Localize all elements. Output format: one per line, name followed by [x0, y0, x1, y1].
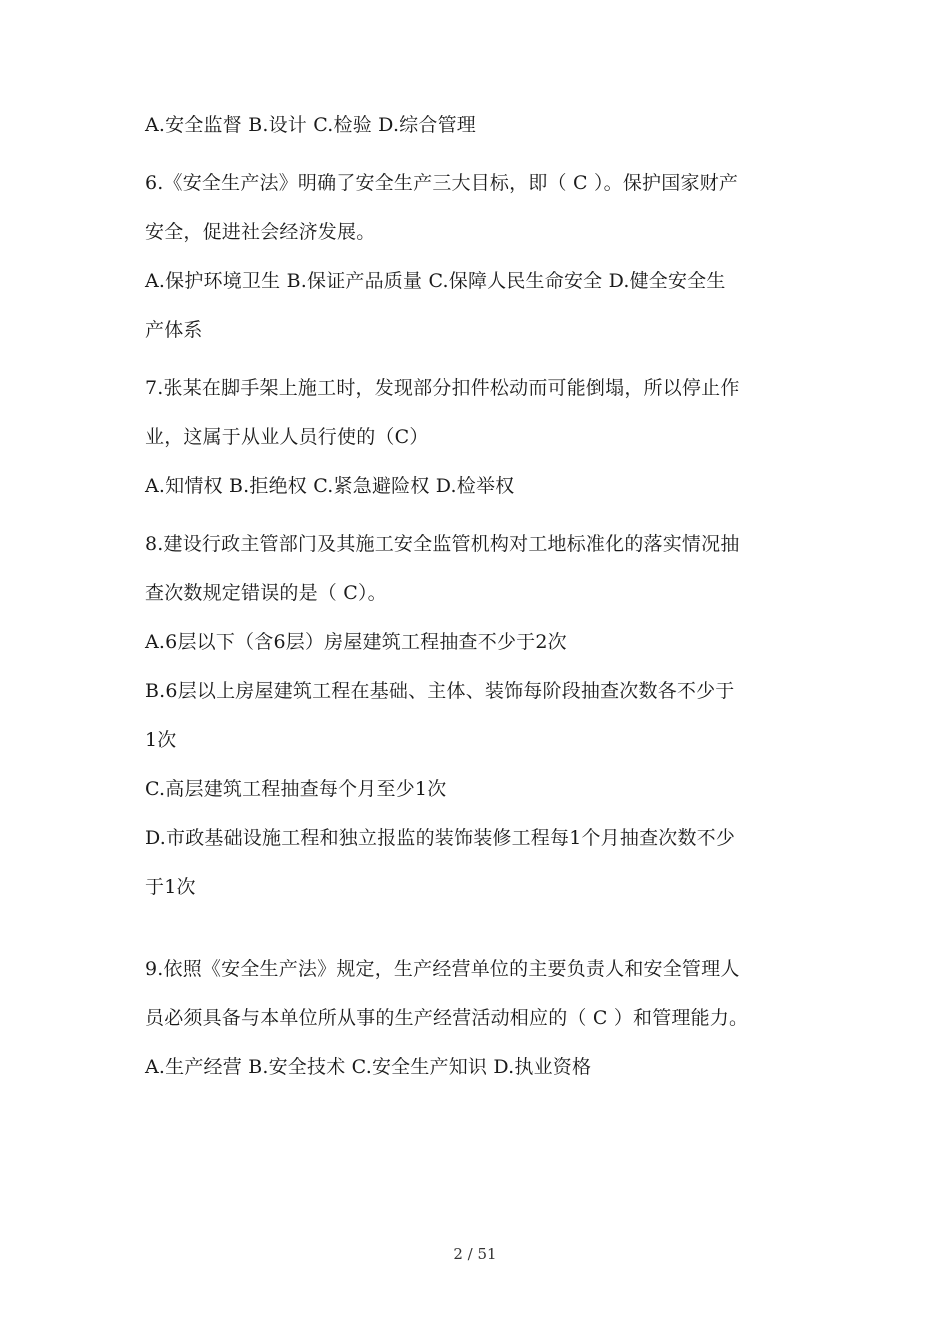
question-8 [145, 532, 815, 900]
answer-option-c: C.高层建筑工程抽查每个月至少1次 [145, 778, 447, 800]
answer-option-a: A.6层以下（含6层）房屋建筑工程抽查不少于2次 [145, 631, 567, 653]
answer-options: A.生产经营 B.安全技术 C.安全生产知识 D.执业资格 [145, 1056, 592, 1078]
question-text: 安全，促进社会经济发展。 [145, 221, 376, 243]
answer-options-5 [145, 113, 815, 138]
answer-option-b: B.6层以上房屋建筑工程在基础、主体、装饰每阶段抽查次数各不少于 [145, 680, 735, 702]
question-text: 员必须具备与本单位所从事的生产经营活动相应的（ C ）和管理能力。 [145, 1007, 749, 1029]
question-text: 6.《安全生产法》明确了安全生产三大目标，即（ C ）。保护国家财产 [145, 172, 739, 194]
answer-options: 产体系 [145, 319, 203, 341]
answer-options: A.保护环境卫生 B.保证产品质量 C.保障人民生命安全 D.健全安全生 [145, 270, 726, 292]
answer-option-b: 1次 [145, 729, 177, 751]
answer-option-d: 于1次 [145, 876, 196, 898]
question-6 [145, 171, 815, 343]
answer-options: A.知情权 B.拒绝权 C.紧急避险权 D.检举权 [145, 475, 515, 497]
answer-option-d: D.市政基础设施工程和独立报监的装饰装修工程每1个月抽查次数不少 [145, 827, 736, 849]
question-text: 8.建设行政主管部门及其施工安全监管机构对工地标准化的落实情况抽 [145, 533, 740, 555]
question-text: 业，这属于从业人员行使的（C） [145, 426, 429, 448]
page-content [145, 113, 815, 1080]
page-number: 2 / 51 [453, 1245, 497, 1263]
question-text: 7.张某在脚手架上施工时，发现部分扣件松动而可能倒塌，所以停止作 [145, 377, 740, 399]
question-text: 9.依照《安全生产法》规定，生产经营单位的主要负责人和安全管理人 [145, 958, 740, 980]
text-line: A.安全监督 B.设计 C.检验 D.综合管理 [145, 114, 476, 136]
question-9 [145, 957, 815, 1080]
question-text: 查次数规定错误的是（ C）。 [145, 582, 387, 604]
question-7 [145, 376, 815, 499]
